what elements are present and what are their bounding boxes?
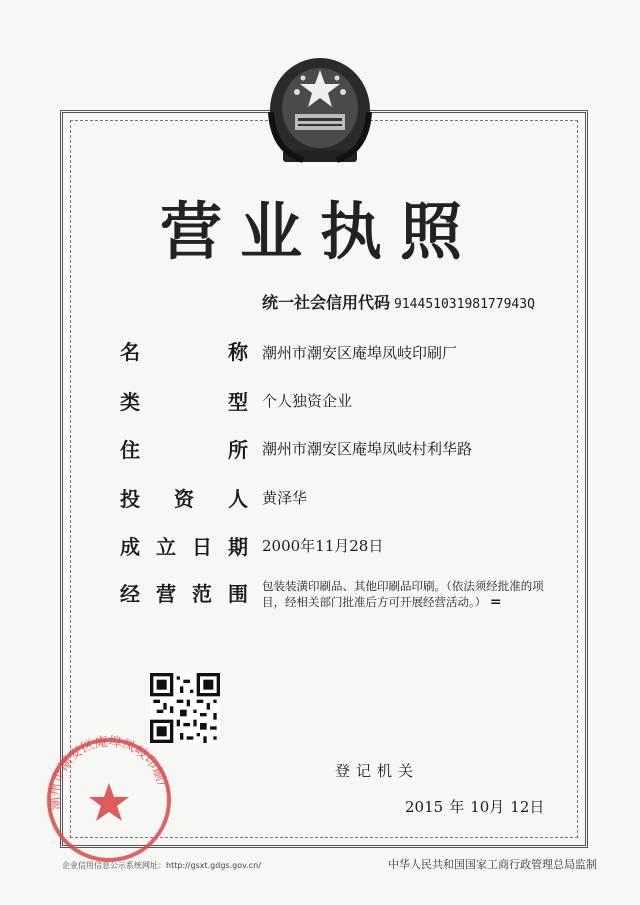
label-char: 投 [120, 487, 140, 511]
label-name [120, 336, 248, 365]
svg-text:潮州市潮安区庵埠凤岐印刷厂: 潮州市潮安区庵埠凤岐印刷厂 [47, 735, 171, 811]
label-type [120, 386, 248, 415]
credit-code-label: 统一社会信用代码 [262, 293, 391, 312]
label-char: 型 [228, 390, 248, 414]
issue-month: 10月 [470, 798, 505, 816]
credit-code-row [262, 290, 535, 313]
national-emblem-icon [263, 52, 377, 172]
label-char: 称 [228, 340, 248, 364]
label-char: 类 [120, 390, 140, 414]
value-investor: 黄泽华 [262, 489, 308, 507]
label-char: 住 [120, 438, 140, 462]
issue-year-unit: 年 [449, 798, 465, 816]
label-char: 范 [192, 582, 212, 606]
issue-year: 2015 [405, 798, 444, 816]
label-business-scope [120, 578, 248, 607]
label-char: 人 [228, 487, 248, 511]
label-char: 所 [228, 438, 248, 462]
label-char: 日 [192, 535, 212, 559]
credit-code-value: 91445103198177943Q [394, 297, 535, 312]
label-char: 立 [156, 535, 176, 559]
scope-text: 包装装潢印刷品、其他印刷品印刷。（依法须经批准的项目，经相关部门批准后方可开展经营活动。） [262, 579, 544, 609]
qr-code-icon [150, 673, 220, 743]
issue-date [405, 796, 550, 817]
value-address: 潮州市潮安区庵埠凤岐村利华路 [262, 440, 473, 458]
label-established-date [120, 531, 248, 560]
scope-mark: = [489, 594, 502, 610]
label-address [120, 434, 248, 463]
company-seal-icon [44, 735, 174, 865]
label-char: 围 [228, 582, 248, 606]
footer-issuer: 中华人民共和国国家工商行政管理总局监制 [388, 858, 597, 871]
value-type: 个人独资企业 [262, 392, 353, 410]
footer-website: 企业信用信息公示系统网址：http://gsxt.gdgs.gov.cn/ [62, 861, 261, 870]
value-name: 潮州市潮安区庵埠凤岐印刷厂 [262, 344, 458, 362]
label-char: 经 [120, 582, 140, 606]
registration-authority: 登记机关 [335, 762, 420, 780]
value-established-date: 2000年11月28日 [262, 537, 384, 555]
label-investor [120, 483, 248, 512]
label-char: 期 [228, 535, 248, 559]
value-business-scope [262, 578, 562, 610]
label-char: 名 [120, 340, 140, 364]
label-char: 营 [156, 582, 176, 606]
label-char: 成 [120, 535, 140, 559]
issue-day: 12日 [510, 798, 545, 816]
label-char: 资 [174, 487, 194, 511]
page-title: 营业执照 [159, 195, 480, 268]
